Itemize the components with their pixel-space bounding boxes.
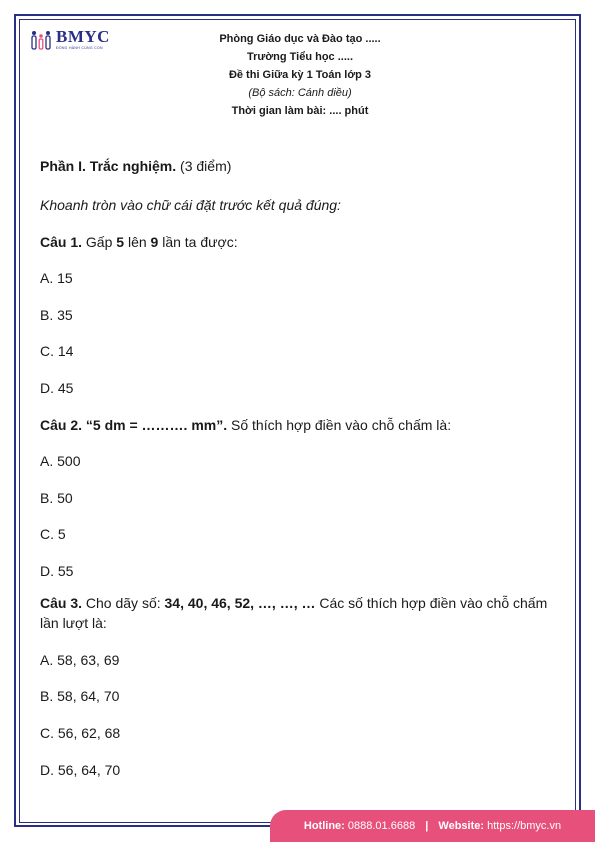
answer-option[interactable]: C. 56, 62, 68 [40, 725, 121, 741]
header-school: Trường Tiểu học ..... [246, 51, 354, 63]
answer-option[interactable]: B. 58, 64, 70 [40, 688, 120, 704]
question-label: Câu 1. [40, 234, 83, 250]
bmyc-logo [30, 27, 110, 53]
answer-option[interactable]: C. 14 [40, 343, 74, 359]
instruction-text: Khoanh tròn vào chữ cái đặt trước kết quả đúng: [40, 197, 341, 213]
logo-wordmark: BMYC [56, 27, 110, 46]
contact-footer [270, 810, 595, 842]
logo-tagline: ĐỒNG HÀNH CÙNG CON [56, 46, 103, 50]
answer-option[interactable]: A. 58, 63, 69 [40, 652, 120, 668]
answer-option[interactable]: B. 35 [40, 307, 73, 323]
hotline-number[interactable]: 0888.01.6688 [347, 820, 416, 832]
header-exam-title: Đề thi Giữa kỳ 1 Toán lớp 3 [228, 69, 372, 81]
answer-option[interactable]: C. 5 [40, 526, 66, 542]
answer-option[interactable]: A. 15 [40, 270, 73, 286]
answer-option[interactable]: D. 45 [40, 380, 74, 396]
website-link[interactable]: https://bmyc.vn [487, 820, 562, 832]
question-2-stem: Câu 2. “5 dm = ………. mm”. Số thích hợp điền vào chỗ chấm là: [40, 417, 452, 433]
question-label: Câu 2. [40, 417, 83, 433]
question-3-stem: Câu 3. Cho dãy số: 34, 40, 46, 52, …, …, … Các số thích hợp điền vào chỗ chấm lần lượt là: [40, 595, 548, 631]
answer-option[interactable]: D. 56, 64, 70 [40, 762, 121, 778]
answer-option[interactable]: A. 500 [40, 453, 81, 469]
footer-separator: | [425, 820, 429, 832]
hotline-label: Hotline: [303, 820, 345, 832]
header-department: Phòng Giáo dục và Đào tạo ..... [219, 33, 381, 45]
answer-option[interactable]: D. 55 [40, 563, 74, 579]
section-title: Phần I. Trắc nghiệm. [40, 158, 177, 174]
document-header [150, 30, 450, 120]
family-icon [30, 29, 54, 51]
answer-option[interactable]: B. 50 [40, 490, 73, 506]
question-label: Câu 3. [40, 595, 83, 611]
website-label: Website: [438, 820, 485, 832]
section-heading [40, 158, 231, 174]
header-duration: Thời gian làm bài: .... phút [231, 105, 369, 117]
section-points: (3 điểm) [180, 158, 232, 174]
question-1-stem: Câu 1. Gấp 5 lên 9 lần ta được: [40, 234, 238, 250]
header-book-series: (Bộ sách: Cánh diều) [248, 87, 352, 99]
